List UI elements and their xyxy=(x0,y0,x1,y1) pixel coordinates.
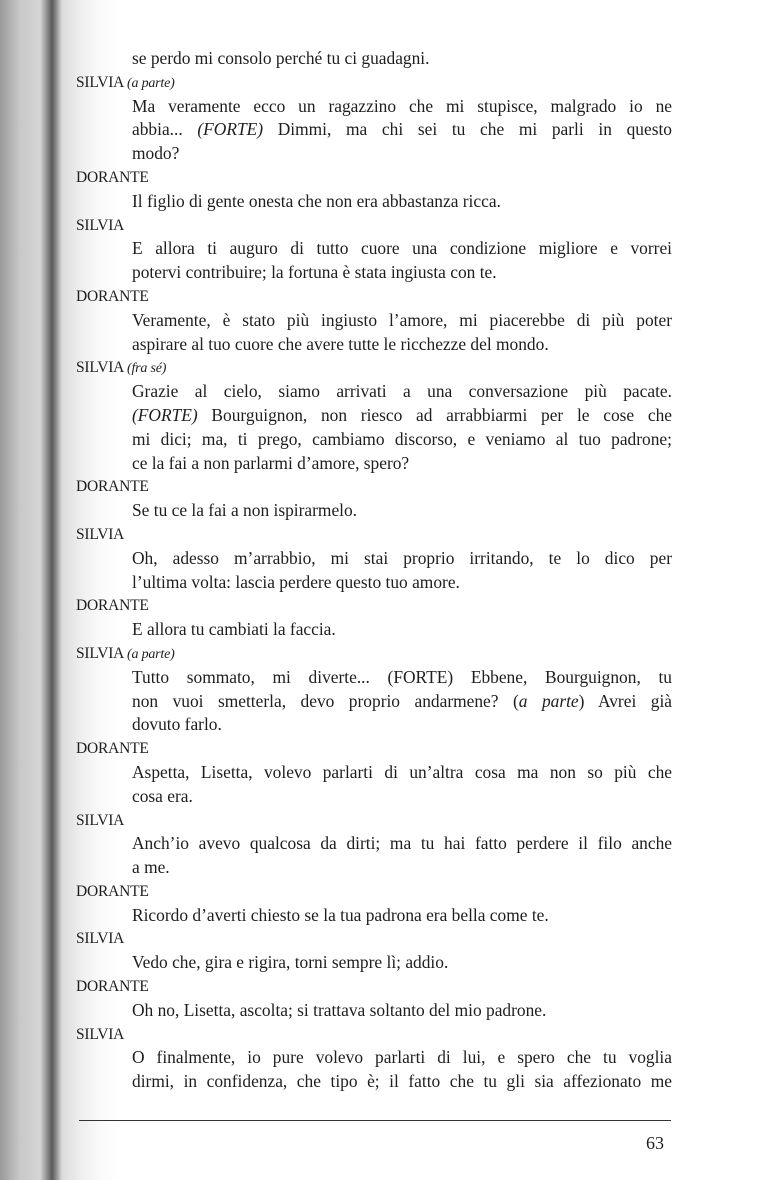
text-segment: E allora ti auguro di tutto cuore una condizione migliore e vorrei xyxy=(132,238,672,259)
text-segment: mi dici; ma, ti prego, cambiamo discorso, e veniamo al tuo padrone; xyxy=(132,428,672,449)
page-number: 63 xyxy=(646,1133,664,1153)
dialogue-line xyxy=(132,761,672,785)
dialogue-block xyxy=(0,356,770,475)
text-segment: aspirare al tuo cuore che avere tutte le ricchezze del mondo. xyxy=(132,333,549,354)
text-segment: Tutto sommato, mi diverte... (FORTE) Ebbene, Bourguignon, tu xyxy=(132,666,672,687)
dialogue-block xyxy=(0,285,770,356)
text-segment: O finalmente, io pure volevo parlarti di lui, e spero che tu voglia xyxy=(132,1047,672,1068)
speaker-line xyxy=(0,642,770,666)
speaker-line xyxy=(0,737,770,761)
text-segment: modo? xyxy=(132,143,180,164)
text-segment: Vedo che, gira e rigira, torni sempre lì; addio. xyxy=(132,952,449,973)
dialogue-line xyxy=(132,547,672,571)
stage-direction: (a parte) xyxy=(127,646,175,662)
dialogue-line xyxy=(132,452,672,476)
dialogue-line xyxy=(132,666,672,690)
dialogue-block xyxy=(0,642,770,737)
dialogue-line xyxy=(132,571,672,595)
dialogue-line xyxy=(132,856,672,880)
speaker-name: DORANTE xyxy=(76,882,149,900)
speaker-line xyxy=(0,356,770,380)
dialogue-block xyxy=(0,47,770,71)
speaker-name: SILVIA xyxy=(76,1025,125,1043)
text-segment: abbia... xyxy=(132,119,198,140)
text-segment: Ricordo d’averti chiesto se la tua padrona era bella come te. xyxy=(132,904,549,925)
speaker-name: DORANTE xyxy=(76,478,149,496)
dialogue-line xyxy=(132,499,672,523)
dialogue-block xyxy=(0,737,770,808)
speaker-line xyxy=(0,594,770,618)
dialogue-line xyxy=(132,237,672,261)
text-segment: potervi contribuire; la fortuna è stata ingiusta con te. xyxy=(132,262,497,283)
dialogue-block xyxy=(0,927,770,975)
text-segment: Oh, adesso m’arrabbio, mi stai proprio irritando, te lo dico per xyxy=(132,547,672,568)
speaker-line xyxy=(0,809,770,833)
text-segment: dirmi, in confidenza, che tipo è; il fatto che tu gli sia affezionato me xyxy=(132,1071,672,1092)
speaker-name: DORANTE xyxy=(76,168,149,186)
speaker-name: DORANTE xyxy=(76,978,149,996)
dialogue-line xyxy=(132,618,672,642)
text-segment: Oh no, Lisetta, ascolta; si trattava soltanto del mio padrone. xyxy=(132,999,547,1020)
speaker-name: SILVIA xyxy=(76,73,124,91)
dialogue-line xyxy=(132,1070,672,1094)
speaker-name: DORANTE xyxy=(76,597,149,615)
speaker-line xyxy=(0,880,770,904)
footer-rule xyxy=(79,1120,671,1121)
speaker-line xyxy=(0,71,770,95)
text-segment: non vuoi smetterla, devo proprio andarmene? ( xyxy=(132,690,519,711)
dialogue-line xyxy=(132,142,672,166)
text-segment: l’ultima volta: lascia perdere questo tuo amore. xyxy=(132,571,460,592)
stage-direction: (a parte) xyxy=(127,75,175,91)
text-segment: Anch’io avevo qualcosa da dirti; ma tu hai fatto perdere il filo anche xyxy=(132,833,672,854)
dialogue-line xyxy=(132,309,672,333)
text-segment: cosa era. xyxy=(132,785,193,806)
speaker-name: SILVIA xyxy=(76,811,125,829)
dialogue-block xyxy=(0,475,770,523)
dialogue-line xyxy=(132,333,672,357)
dialogue-block xyxy=(0,214,770,285)
dialogue-line xyxy=(132,713,672,737)
dialogue-line xyxy=(132,95,672,119)
text-segment: Aspetta, Lisetta, volevo parlarti di un’altra cosa ma non so più che xyxy=(132,761,672,782)
dialogue-block xyxy=(0,166,770,214)
dialogue-block xyxy=(0,594,770,642)
text-segment: Ma veramente ecco un ragazzino che mi stupisce, malgrado io ne xyxy=(132,95,672,116)
dialogue-line xyxy=(132,999,672,1023)
text-segment: dovuto farlo. xyxy=(132,714,222,735)
speaker-name: SILVIA xyxy=(76,216,125,234)
play-dialogue xyxy=(0,47,770,1094)
stage-direction: (fra sé) xyxy=(127,361,167,377)
italic-text: (FORTE) xyxy=(197,119,264,140)
dialogue-line xyxy=(132,785,672,809)
text-segment: ce la fai a non parlarmi d’amore, spero? xyxy=(132,452,410,473)
dialogue-line xyxy=(132,951,672,975)
dialogue-line xyxy=(132,380,672,404)
speaker-line xyxy=(0,166,770,190)
text-segment: Veramente, è stato più ingiusto l’amore, mi piacerebbe di più poter xyxy=(132,309,672,330)
speaker-line xyxy=(0,927,770,951)
text-segment: Bourguignon, non riesco ad arrabbiarmi per le cose che xyxy=(197,404,672,425)
speaker-name: SILVIA xyxy=(76,359,124,377)
speaker-line xyxy=(0,475,770,499)
dialogue-block xyxy=(0,1023,770,1094)
italic-text: a parte xyxy=(518,690,579,711)
dialogue-line xyxy=(132,1046,672,1070)
text-segment: a me. xyxy=(132,857,170,878)
dialogue-line xyxy=(132,404,672,428)
speaker-name: DORANTE xyxy=(76,740,149,758)
dialogue-block xyxy=(0,880,770,928)
speaker-name: SILVIA xyxy=(76,644,124,662)
dialogue-block xyxy=(0,71,770,166)
text-segment: Dimmi, ma chi sei tu che mi parli in questo xyxy=(263,119,672,140)
speaker-name: DORANTE xyxy=(76,287,149,305)
dialogue-line xyxy=(132,47,672,71)
speaker-line xyxy=(0,975,770,999)
speaker-name: SILVIA xyxy=(76,525,125,543)
text-segment: Grazie al cielo, siamo arrivati a una conversazione più pacate. xyxy=(132,381,672,402)
dialogue-line xyxy=(132,832,672,856)
text-segment: ) Avrei già xyxy=(578,690,672,711)
dialogue-line xyxy=(132,690,672,714)
italic-text: (FORTE) xyxy=(132,404,198,425)
dialogue-line xyxy=(132,190,672,214)
speaker-line xyxy=(0,214,770,238)
speaker-line xyxy=(0,1023,770,1047)
dialogue-line xyxy=(132,904,672,928)
text-segment: Se tu ce la fai a non ispirarmelo. xyxy=(132,500,358,521)
speaker-line xyxy=(0,285,770,309)
dialogue-block xyxy=(0,523,770,594)
text-segment: E allora tu cambiati la faccia. xyxy=(132,619,336,640)
dialogue-line xyxy=(132,428,672,452)
dialogue-block xyxy=(0,809,770,880)
dialogue-block xyxy=(0,975,770,1023)
text-segment: Il figlio di gente onesta che non era abbastanza ricca. xyxy=(132,190,501,211)
speaker-line xyxy=(0,523,770,547)
dialogue-line xyxy=(132,261,672,285)
text-segment: se perdo mi consolo perché tu ci guadagni. xyxy=(132,48,430,68)
speaker-name: SILVIA xyxy=(76,930,125,948)
dialogue-line xyxy=(132,118,672,142)
